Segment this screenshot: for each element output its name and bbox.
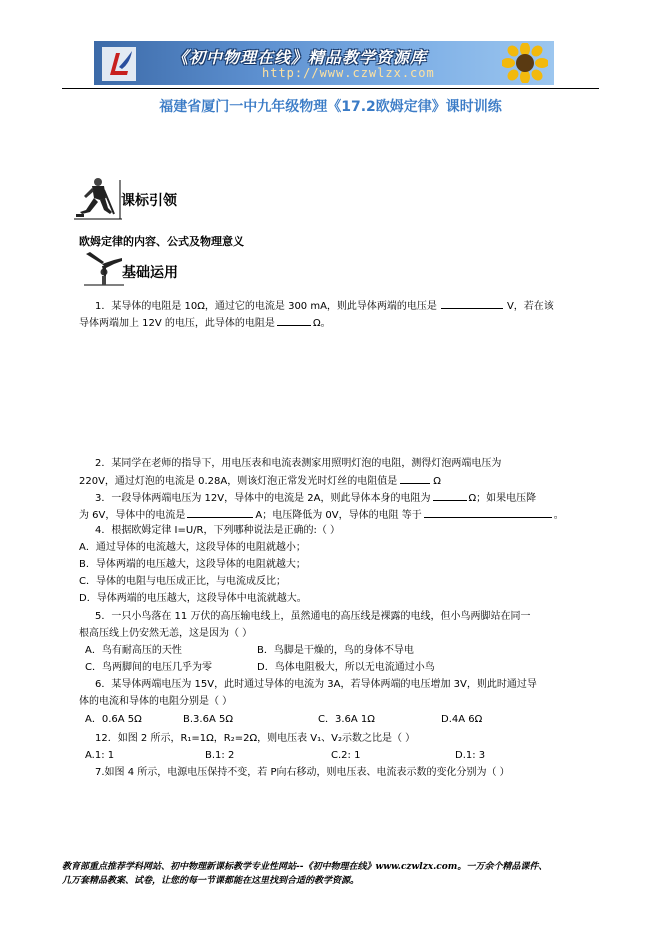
question-1-line-1: 1．某导体的电阻是 10Ω，通过它的电流是 300 mA，则此导体两端的电压是 V，若在该 <box>95 297 554 315</box>
blank-input[interactable] <box>433 489 467 501</box>
footer-line-2: 几万套精品教案、试卷，让您的每一节课都能在这里找到合适的教学资源。 <box>62 876 360 886</box>
section-heading-curriculum: 课标引领 <box>121 193 177 209</box>
question-2-line-1: 2．某同学在老师的指导下，用电压表和电流表测家用照明灯泡的电阻，测得灯泡两端电压为 <box>95 458 502 469</box>
question-4-stem: 4．根据欧姆定律 I=U/R，下列哪种说法是正确的:（ ） <box>95 525 341 536</box>
question-6-line-2: 体的电流和导体的电阻分别是（ ） <box>79 696 233 707</box>
question-3-line-2: 为 6V，导体中的电流是 A；电压降低为 0V，导体的电阻 等于 。 <box>79 506 564 524</box>
question-6-option-b: B.3.6A 5Ω <box>183 714 233 725</box>
question-6-option-a: A．0.6A 5Ω <box>85 714 142 725</box>
question-12-stem: 12．如图 2 所示，R₁=1Ω，R₂=2Ω，则电压表 V₁、V₂示数之比是（ ） <box>95 733 416 744</box>
question-12-option-d: D.1: 3 <box>455 750 486 761</box>
header-banner <box>94 41 554 85</box>
banner-url[interactable]: http://www.czwlzx.com <box>262 66 435 80</box>
question-4-option-b: B．导体两端的电压越大，这段导体的电阻就越大； <box>79 559 306 570</box>
question-12-option-a: A.1: 1 <box>85 750 115 761</box>
question-2-line-2: 220V，通过灯泡的电流是 0.28A，则该灯泡正常发光时灯丝的电阻值是 Ω <box>79 472 441 490</box>
question-1-line-2: 导体两端加上 12V 的电压，此导体的电阻是 Ω。 <box>79 314 331 332</box>
question-6-option-d: D.4A 6Ω <box>441 714 483 725</box>
question-6-line-1: 6．某导体两端电压为 15V，此时通过导体的电流为 3A，若导体两端的电压增加 3V，则此时通过导 <box>95 679 537 690</box>
site-logo-icon <box>102 47 136 81</box>
blank-input[interactable] <box>441 297 503 309</box>
question-5-line-1: 5．一只小鸟落在 11 万伏的高压输电线上，虽然通电的高压线是裸露的电线，但小鸟两脚站在同一 <box>95 611 531 622</box>
question-5-option-a: A．鸟有耐高压的天性 <box>85 645 182 656</box>
section-heading-basic: 基础运用 <box>122 265 178 281</box>
question-5-option-c: C．鸟两脚间的电压几乎为零 <box>85 662 212 673</box>
blank-input[interactable] <box>400 472 430 484</box>
blank-input[interactable] <box>277 314 311 326</box>
document-title: 福建省厦门一中九年级物理《17.2欧姆定律》课时训练 <box>159 99 502 115</box>
question-7-stem: 7.如图 4 所示，电源电压保持不变，若 P向右移动，则电压表、电流表示数的变化分别为（ ） <box>95 767 510 778</box>
question-4-option-a: A．通过导体的电流越大，这段导体的电阻就越小； <box>79 542 306 553</box>
footer-line-1: 教育部重点推荐学科网站、初中物理新课标教学专业性网站--《初中物理在线》www.czwlzx.com。一万余个精品课件、 <box>62 862 548 872</box>
question-4-option-d: D．导体两端的电压越大，这段导体中电流就越大。 <box>79 593 307 604</box>
question-6-option-c: C．3.6A 1Ω <box>318 714 375 725</box>
section-subheading: 欧姆定律的内容、公式及物理意义 <box>79 235 244 248</box>
hockey-player-icon <box>74 176 122 220</box>
question-12-option-b: B.1: 2 <box>205 750 235 761</box>
header-rule <box>62 88 599 89</box>
sunflower-icon <box>502 43 548 83</box>
question-12-option-c: C.2: 1 <box>331 750 361 761</box>
gymnast-icon <box>84 246 124 286</box>
blank-input[interactable] <box>187 506 253 518</box>
question-5-option-b: B．鸟脚是干燥的，鸟的身体不导电 <box>257 645 414 656</box>
banner-title: 《初中物理在线》精品教学资源库 <box>172 48 428 67</box>
question-5-option-d: D．鸟体电阻极大，所以无电流通过小鸟 <box>257 662 435 673</box>
blank-input[interactable] <box>424 506 552 518</box>
question-4-option-c: C．导体的电阻与电压成正比，与电流成反比； <box>79 576 286 587</box>
question-5-line-2: 根高压线上仍安然无恙，这是因为（ ） <box>79 628 253 639</box>
question-3-line-1: 3．一段导体两端电压为 12V，导体中的电流是 2A，则此导体本身的电阻为 Ω；如果电压降 <box>95 489 536 507</box>
